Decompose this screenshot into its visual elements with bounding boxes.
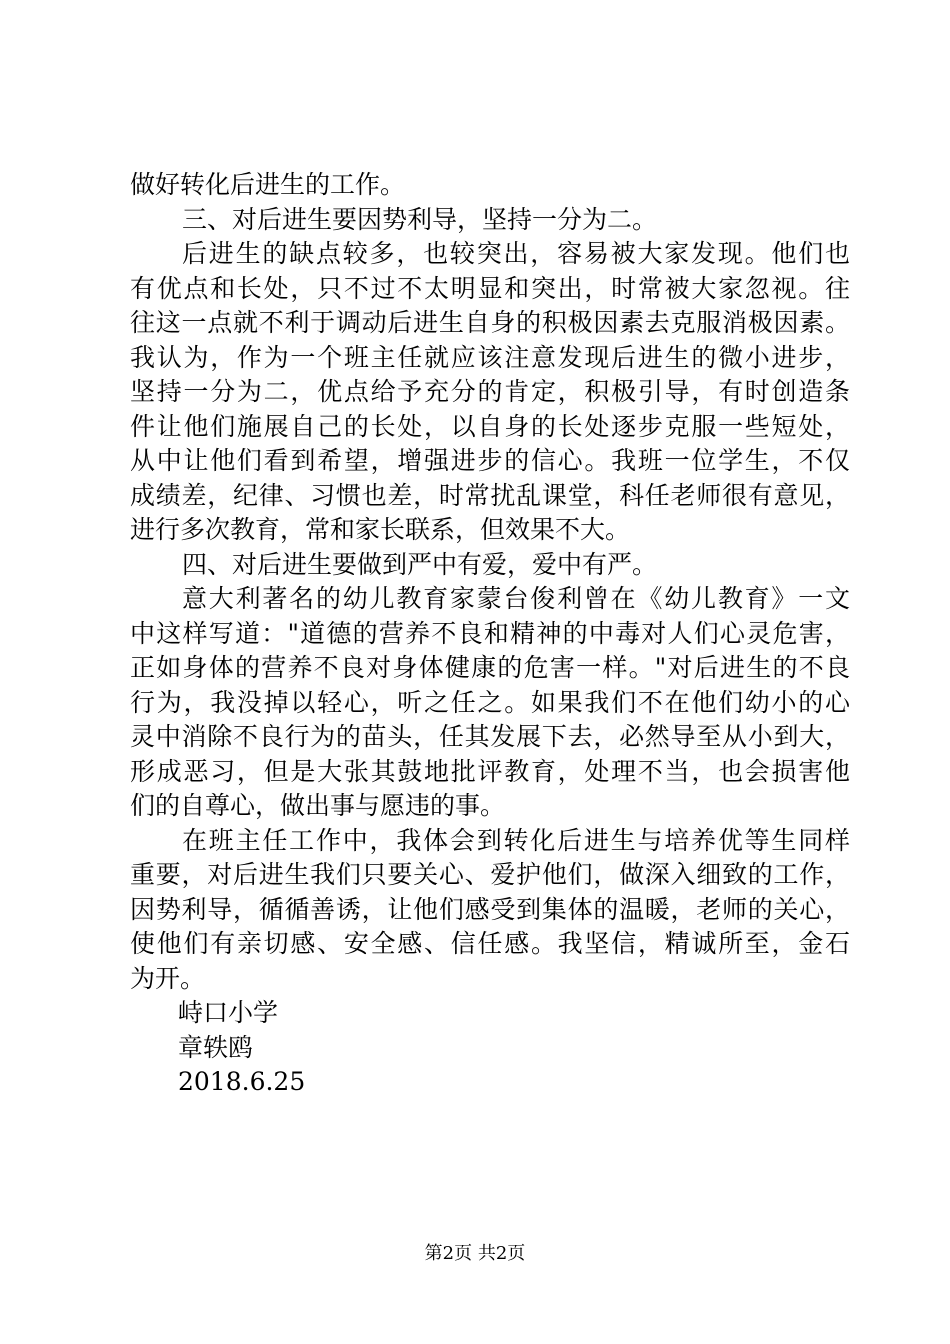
text-line: 灵中消除不良行为的苗头，任其发展下去，必然导至从小到大， [130, 722, 850, 751]
text-line: 从中让他们看到希望，增强进步的信心。我班一位学生，不仅 [130, 446, 850, 475]
text-line: 做好转化后进生的工作。 [130, 170, 406, 199]
text-line: 坚持一分为二，优点给予充分的肯定，积极引导，有时创造条 [130, 377, 850, 406]
text-line: 件让他们施展自己的长处，以自身的长处逐步克服一些短处， [130, 411, 850, 441]
text-line: 后进生的缺点较多，也较突出，容易被大家发现。他们也 [182, 239, 850, 268]
text-line: 使他们有亲切感、安全感、信任感。我坚信，精诚所至，金石 [130, 929, 850, 958]
text-line: 进行多次教育，常和家长联系，但效果不大。 [130, 515, 631, 544]
document-body [130, 168, 850, 1100]
page-number-footer: 第2页 共2页 [424, 1243, 526, 1264]
text-line: 为开。 [130, 963, 206, 993]
signature-author: 章轶鸥 [178, 1032, 254, 1062]
text-line: 三、对后进生要因势利导，坚持一分为二。 [182, 204, 658, 234]
text-line: 意大利著名的幼儿教育家蒙台俊利曾在《幼儿教育》一文 [182, 584, 850, 613]
text-line: 中这样写道："道德的营养不良和精神的中毒对人们心灵危害， [130, 618, 850, 648]
text-line: 正如身体的营养不良对身体健康的危害一样。"对后进生的不良 [130, 653, 850, 682]
text-line: 有优点和长处，只不过不太明显和突出，时常被大家忽视。往 [130, 273, 850, 303]
text-line: 成绩差，纪律、习惯也差，时常扰乱课堂，科任老师很有意见， [130, 480, 850, 510]
text-line: 我认为，作为一个班主任就应该注意发现后进生的微小进步， [130, 342, 850, 372]
text-line: 在班主任工作中，我体会到转化后进生与培养优等生同样 [182, 825, 850, 855]
text-line: 行为，我没掉以轻心，听之任之。如果我们不在他们幼小的心 [130, 687, 850, 717]
text-line: 四、对后进生要做到严中有爱，爱中有严。 [182, 549, 658, 579]
text-line: 重要，对后进生我们只要关心、爱护他们，做深入细致的工作， [130, 860, 850, 889]
signature-date: 2018.6.25 [178, 1067, 306, 1096]
text-line: 因势利导，循循善诱，让他们感受到集体的温暖，老师的关心， [130, 894, 850, 924]
signature-school: 峙口小学 [178, 998, 279, 1027]
text-line: 形成恶习，但是大张其鼓地批评教育，处理不当，也会损害他 [130, 756, 850, 786]
text-line: 往这一点就不利于调动后进生自身的积极因素去克服消极因素。 [130, 308, 850, 337]
text-line: 们的自尊心，做出事与愿违的事。 [130, 791, 506, 820]
